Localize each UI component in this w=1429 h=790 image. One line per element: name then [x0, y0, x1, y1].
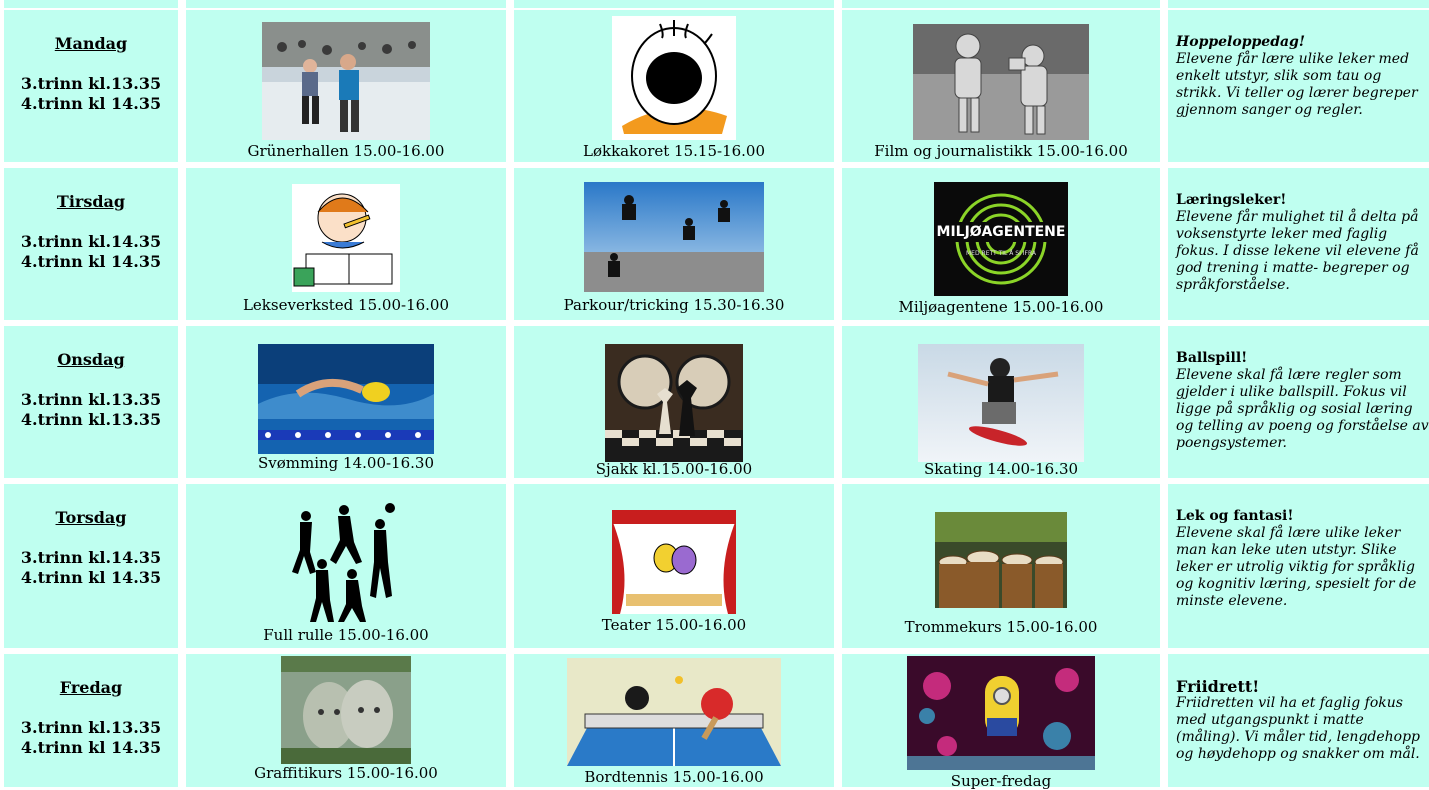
day-cell — [4, 10, 178, 162]
table-row — [0, 326, 1429, 478]
trinn-time: 4.trinn kl 14.35 — [20, 94, 162, 113]
day-label: Fredag — [59, 678, 123, 697]
parkour-photo-icon — [584, 182, 764, 292]
table-row — [0, 10, 1429, 162]
activity-cell — [514, 654, 834, 787]
description-cell — [1168, 654, 1429, 787]
description-title: Læringsleker! — [1176, 192, 1287, 208]
trinn-time: 4.trinn kl 14.35 — [20, 738, 162, 757]
activity-caption: Trommekurs 15.00-16.00 — [904, 618, 1098, 636]
sports-silhouettes-icon — [292, 502, 400, 624]
activity-cell — [186, 484, 506, 648]
day-label: Mandag — [54, 34, 128, 53]
theater-stage-cartoon-icon — [612, 510, 736, 614]
activity-cell — [514, 484, 834, 648]
graffiti-photo-icon — [281, 656, 411, 764]
activity-caption: Lekseverksted 15.00-16.00 — [242, 296, 450, 314]
activity-caption: Løkkakoret 15.15-16.00 — [582, 142, 766, 160]
activity-caption: Bordtennis 15.00-16.00 — [584, 768, 764, 786]
description-text: Elevene skal få lære regler som gjelder i ulike ballspill. Fokus vil ligge på språklig og sosial læring og telling av poeng og forståelse av poengsystemer. — [1176, 367, 1429, 451]
top-strip-cell — [4, 0, 178, 8]
day-cell — [4, 484, 178, 648]
description-cell — [1168, 10, 1429, 162]
logo-text: MILJØAGENTENE — [934, 222, 1068, 242]
trinn-time: 3.trinn kl.13.35 — [20, 390, 162, 409]
drums-photo-icon — [935, 512, 1067, 608]
description-cell — [1168, 168, 1429, 320]
activity-cell — [842, 326, 1160, 478]
description-title: Ballspill! — [1176, 350, 1248, 366]
description-title: Hoppeloppedag! — [1176, 34, 1305, 50]
table-row — [0, 654, 1429, 790]
description-title: Friidrett! — [1176, 677, 1260, 696]
activity-cell — [514, 326, 834, 478]
trinn-time: 3.trinn kl.14.35 — [20, 548, 162, 567]
day-cell — [4, 168, 178, 320]
activity-caption: Teater 15.00-16.00 — [601, 616, 747, 634]
singing-cartoon-icon — [612, 16, 736, 140]
top-strip-cell — [514, 0, 834, 8]
description-text: Elevene får mulighet til å delta på voksenstyrte leker med faglig fokus. I disse lekene vil elevene få god trening i matte- begreper og språkforståelse. — [1176, 209, 1419, 293]
day-label: Tirsdag — [56, 192, 126, 211]
activity-caption: Parkour/tricking 15.30-16.30 — [563, 296, 785, 314]
day-label: Onsdag — [57, 350, 125, 369]
description-text: Elevene skal få lære ulike leker man kan leke uten utstyr. Slike leker er utrolig viktig for språklig og kognitiv læring, spesielt for de minste elevene. — [1176, 525, 1417, 609]
trinn-time: 3.trinn kl.13.35 — [20, 718, 162, 737]
activity-cell — [514, 168, 834, 320]
swimming-photo-icon — [258, 344, 434, 454]
chess-photo-icon — [605, 344, 743, 462]
activity-caption: Miljøagentene 15.00-16.00 — [898, 298, 1104, 316]
activity-caption: Sjakk kl.15.00-16.00 — [595, 460, 753, 478]
activity-cell — [842, 168, 1160, 320]
activity-caption: Svømming 14.00-16.30 — [257, 454, 434, 472]
activity-caption: Skating 14.00-16.30 — [923, 460, 1079, 478]
homework-boy-cartoon-icon — [292, 184, 400, 292]
top-strip-cell — [842, 0, 1160, 8]
activity-caption: Super-fredag — [950, 772, 1052, 790]
top-strip — [0, 0, 1429, 10]
table-row — [0, 168, 1429, 320]
description-title: Lek og fantasi! — [1176, 508, 1294, 524]
logo-subtext: MED RETT TIL Å SI IFRA — [965, 250, 1037, 257]
day-cell — [4, 654, 178, 787]
table-row — [0, 484, 1429, 648]
trinn-time: 4.trinn kl 14.35 — [20, 252, 162, 271]
day-cell — [4, 326, 178, 478]
activity-cell — [186, 168, 506, 320]
minion-disco-photo-icon — [907, 656, 1095, 770]
description-text: Elevene får lære ulike leker med enkelt utstyr, slik som tau og strikk. Vi teller og lærer begreper gjennom sanger og regler. — [1176, 51, 1418, 118]
activity-cell — [842, 484, 1160, 648]
skateboard-photo-icon — [918, 344, 1084, 462]
trinn-time: 3.trinn kl.13.35 — [20, 74, 162, 93]
description-text: Friidretten vil ha et faglig fokus med utgangspunkt i matte (måling). Vi måler tid, lengdehopp og høydehopp og snakker om mål. — [1176, 695, 1421, 762]
description-cell — [1168, 484, 1429, 648]
activity-caption: Graffitikurs 15.00-16.00 — [254, 764, 438, 782]
activity-cell — [514, 10, 834, 162]
description-cell — [1168, 326, 1429, 478]
activity-caption: Grünerhallen 15.00-16.00 — [247, 142, 445, 160]
miljoagentene-logo-icon — [934, 182, 1068, 296]
trinn-time: 3.trinn kl.14.35 — [20, 232, 162, 251]
day-label: Torsdag — [55, 508, 127, 527]
table-tennis-cartoon-icon — [567, 658, 781, 766]
trinn-time: 4.trinn kl 14.35 — [20, 568, 162, 587]
activity-cell — [842, 10, 1160, 162]
top-strip-cell — [1168, 0, 1429, 8]
activity-cell — [842, 654, 1160, 790]
ice-skating-photo-icon — [262, 22, 430, 140]
journalist-figures-photo-icon — [913, 24, 1089, 140]
activity-caption: Full rulle 15.00-16.00 — [263, 626, 429, 644]
activity-cell — [186, 654, 506, 787]
trinn-time: 4.trinn kl.13.35 — [20, 410, 162, 429]
activity-cell — [186, 326, 506, 478]
top-strip-cell — [186, 0, 506, 8]
activity-cell — [186, 10, 506, 162]
activity-caption: Film og journalistikk 15.00-16.00 — [874, 142, 1128, 160]
